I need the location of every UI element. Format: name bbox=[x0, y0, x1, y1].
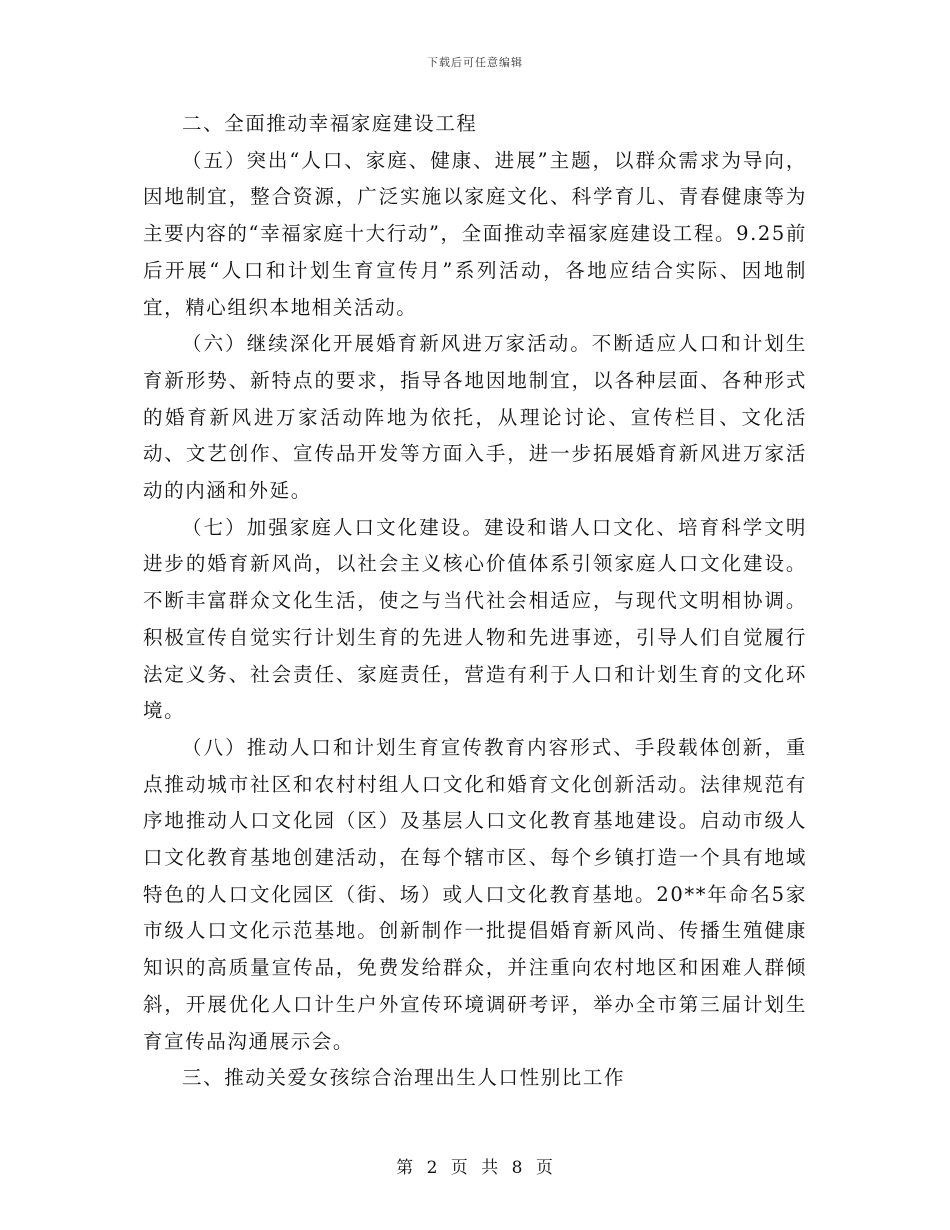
paragraph-6: （六）继续深化开展婚育新风进万家活动。不断适应人口和计划生育新形势、新特点的要求，指导各地因地制宜，以各种层面、各种形式的婚育新风进万家活动阵地为依托，从理论讨论、宣传栏目、文化活动、文艺创作、宣传品开发等方面入手，进一步拓展婚育新风进万家活动的内涵和外延。 bbox=[143, 332, 807, 503]
document-body bbox=[143, 106, 807, 1097]
paragraph-5: （五）突出“人口、家庭、健康、进展”主题，以群众需求为导向，因地制宜，整合资源，广泛实施以家庭文化、科学育儿、青春健康等为主要内容的“幸福家庭十大行动”，全面推动幸福家庭建设工程。9.25前后开展“人口和计划生育宣传月”系列活动，各地应结合实际、因地制宜，精心组织本地相关活动。 bbox=[143, 148, 807, 319]
paragraph-8: （八）推动人口和计划生育宣传教育内容形式、手段载体创新，重点推动城市社区和农村村组人口文化和婚育文化创新活动。法律规范有序地推动人口文化园（区）及基层人口文化教育基地建设。启动市级人口文化教育基地创建活动，在每个辖市区、每个乡镇打造一个具有地域特色的人口文化园区（街、场）或人口文化教育基地。20**年命名5家市级人口文化示范基地。创新制作一批提倡婚育新风尚、传播生殖健康知识的高质量宣传品，免费发给群众，并注重向农村地区和困难人群倾斜，开展优化人口计生户外宣传环境调研考评，举办全市第三届计划生育宣传品沟通展示会。 bbox=[143, 735, 807, 1053]
paragraph-7: （七）加强家庭人口文化建设。建设和谐人口文化、培育科学文明进步的婚育新风尚，以社会主义核心价值体系引领家庭人口文化建设。不断丰富群众文化生活，使之与当代社会相适应，与现代文明相协调。积极宣传自觉实行计划生育的先进人物和先进事迹，引导人们自觉履行法定义务、社会责任、家庭责任，营造有利于人口和计划生育的文化环境。 bbox=[143, 515, 807, 723]
page-number-footer: 第 2 页 共 8 页 bbox=[396, 1158, 554, 1178]
page-header-note: 下载后可任意编辑 bbox=[427, 56, 523, 69]
section-heading-3: 三、推动关爱女孩综合治理出生人口性别比工作 bbox=[182, 1066, 626, 1090]
section-heading-2: 二、全面推动幸福家庭建设工程 bbox=[182, 112, 478, 135]
